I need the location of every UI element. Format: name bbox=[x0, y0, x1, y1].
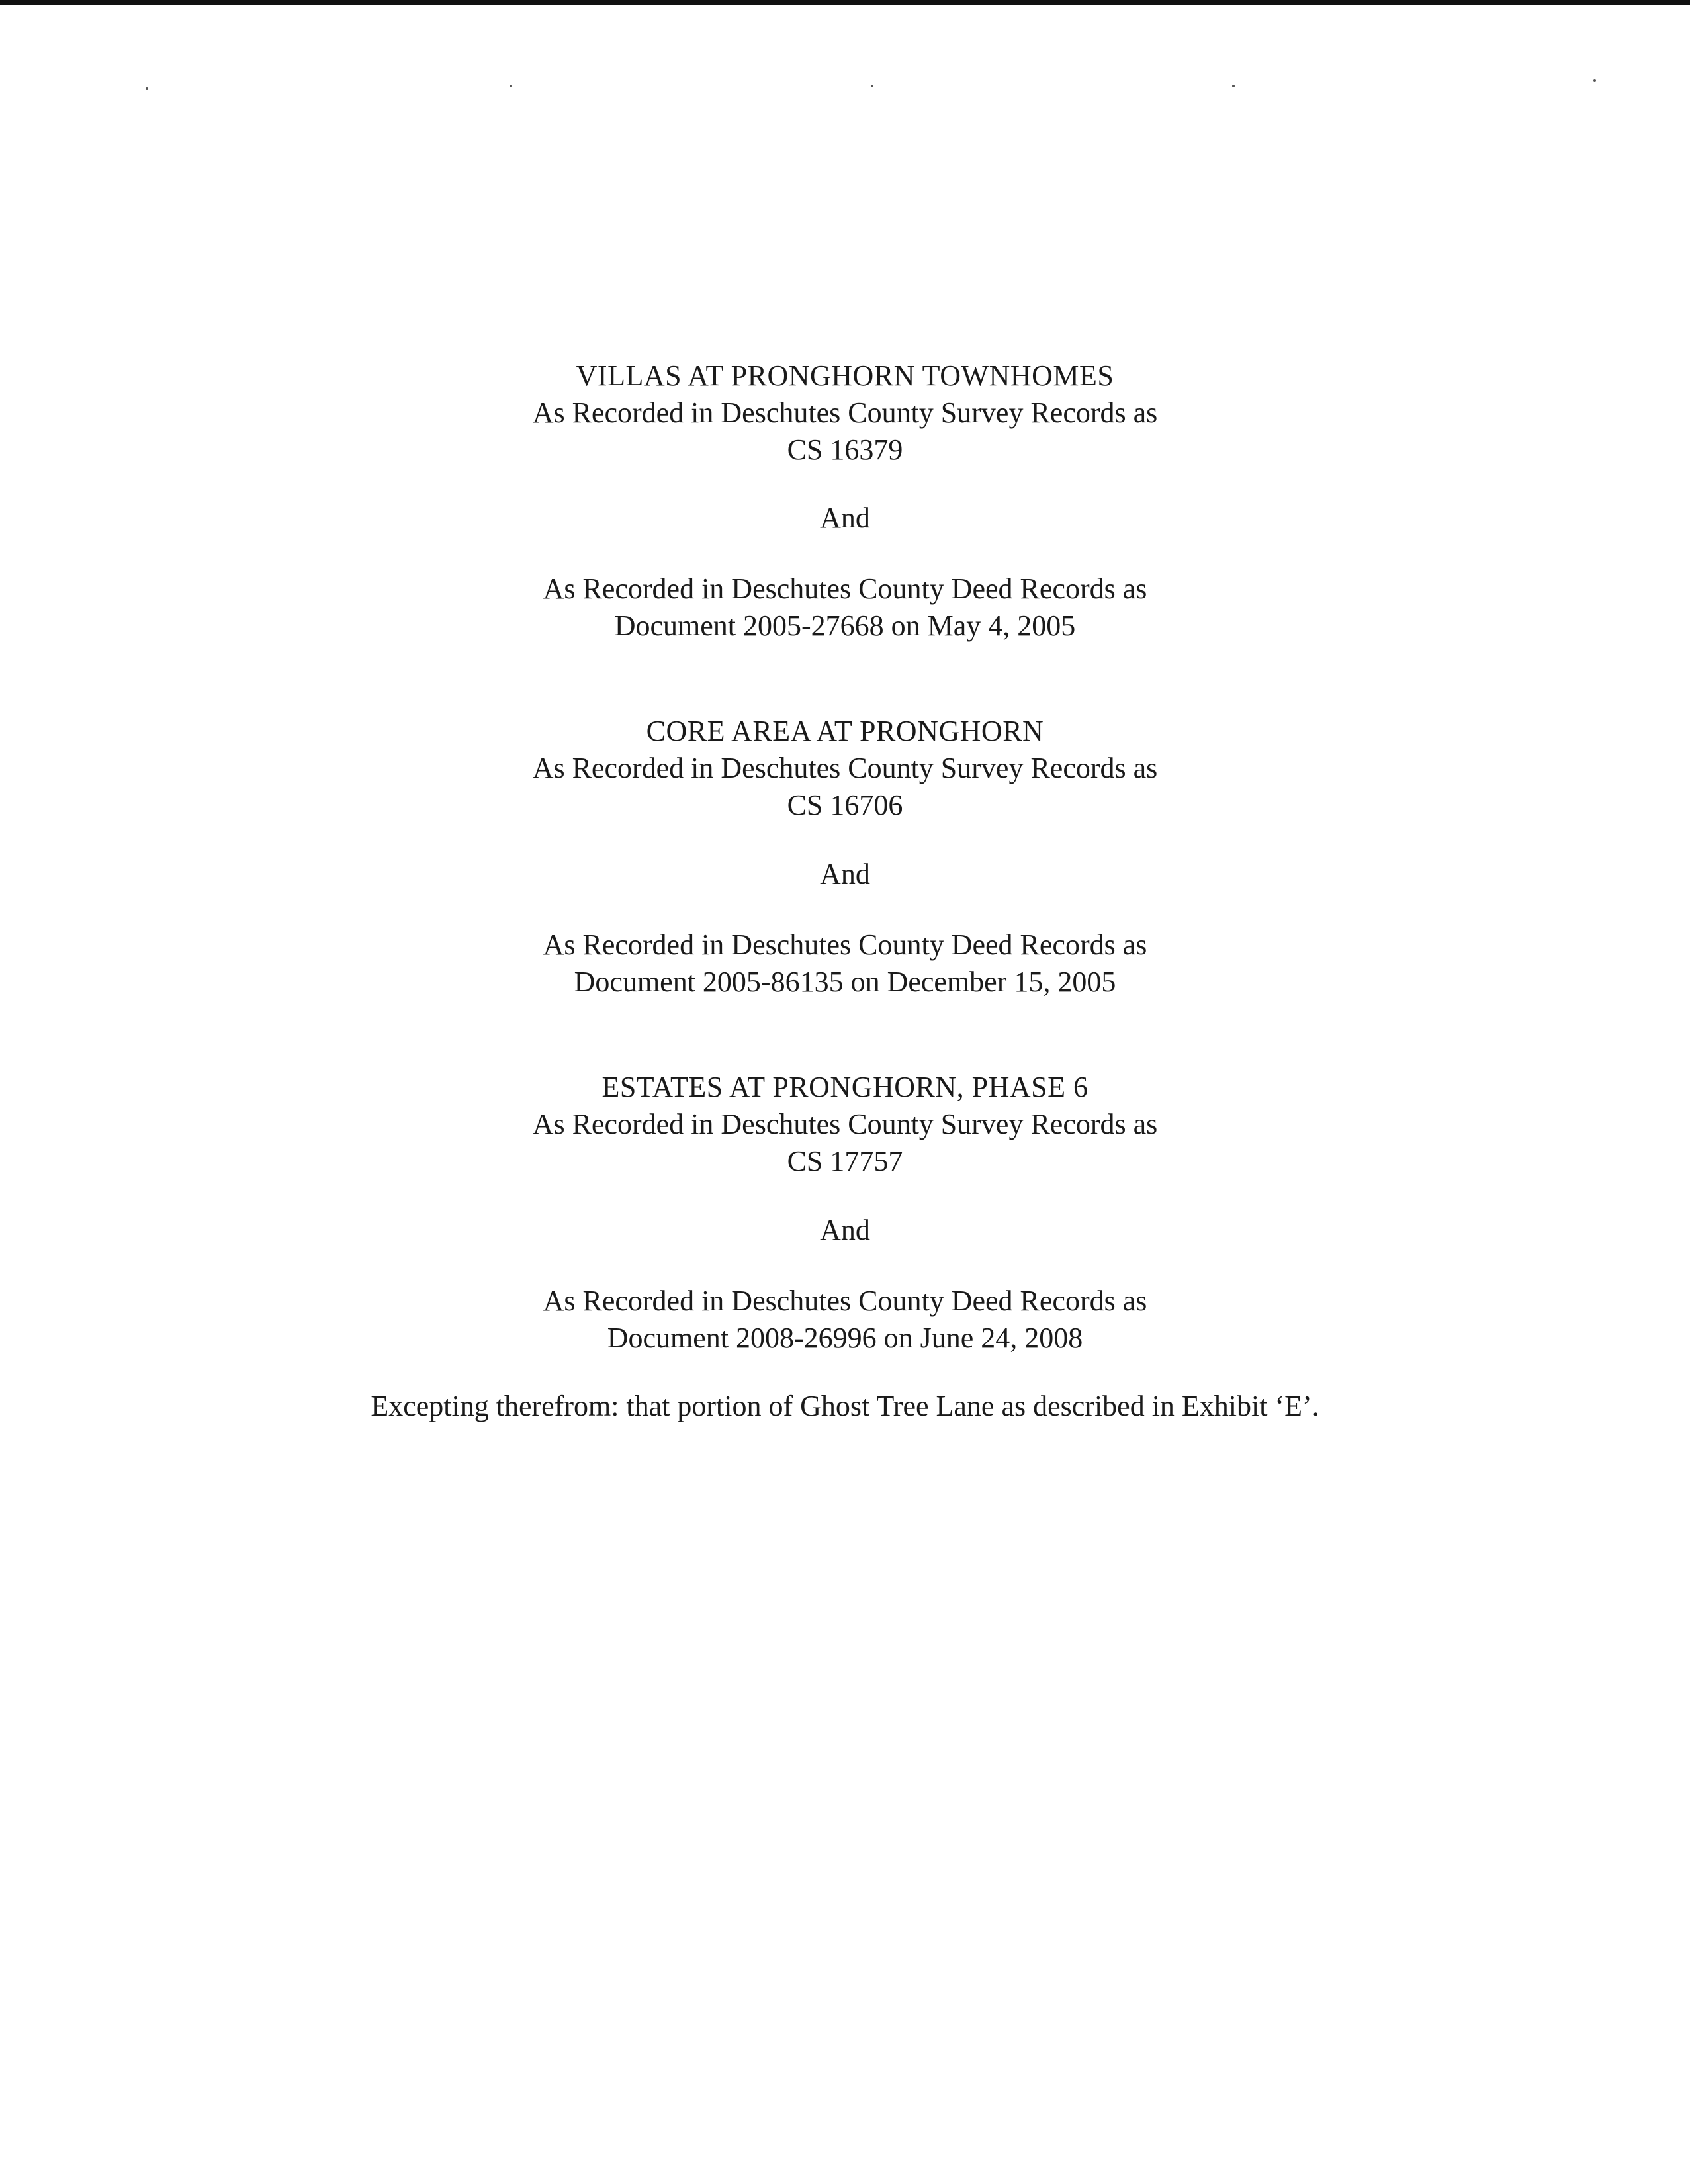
exception-note-block bbox=[0, 1388, 1690, 1425]
villas-deed-recorded-line: As Recorded in Deschutes County Deed Records as bbox=[543, 572, 1147, 605]
villas-survey-record-number: CS 16379 bbox=[787, 433, 903, 466]
estates-title: ESTATES AT PRONGHORN, PHASE 6 bbox=[601, 1071, 1089, 1103]
estates-survey-block bbox=[0, 1069, 1690, 1180]
estates-and-text: And bbox=[820, 1214, 870, 1246]
villas-survey-recorded-line: As Recorded in Deschutes County Survey Records as bbox=[532, 396, 1158, 429]
scan-top-edge bbox=[0, 0, 1690, 5]
estates-deed-recorded-line: As Recorded in Deschutes County Deed Records as bbox=[543, 1285, 1147, 1317]
estates-survey-record-number: CS 17757 bbox=[787, 1145, 903, 1177]
core-area-survey-record-number: CS 16706 bbox=[787, 789, 903, 821]
core-area-deed-block bbox=[0, 927, 1690, 1001]
villas-title: VILLAS AT PRONGHORN TOWNHOMES bbox=[576, 359, 1114, 392]
scan-speck bbox=[1593, 79, 1596, 82]
core-area-deed-recorded-line: As Recorded in Deschutes County Deed Records as bbox=[543, 929, 1147, 961]
villas-deed-block bbox=[0, 570, 1690, 645]
scan-speck bbox=[871, 85, 873, 87]
core-area-title: CORE AREA AT PRONGHORN bbox=[646, 715, 1044, 747]
core-area-survey-block bbox=[0, 713, 1690, 824]
core-area-and-text: And bbox=[820, 858, 870, 890]
core-area-survey-recorded-line: As Recorded in Deschutes County Survey Records as bbox=[532, 752, 1158, 784]
villas-deed-document-line: Document 2005-27668 on May 4, 2005 bbox=[614, 610, 1076, 642]
villas-and-text: And bbox=[820, 502, 870, 534]
estates-deed-block bbox=[0, 1283, 1690, 1357]
core-area-deed-document-line: Document 2005-86135 on December 15, 2005 bbox=[574, 966, 1116, 998]
villas-connector bbox=[0, 500, 1690, 537]
scan-speck bbox=[1232, 85, 1235, 87]
estates-deed-document-line: Document 2008-26996 on June 24, 2008 bbox=[607, 1322, 1083, 1354]
estates-survey-recorded-line: As Recorded in Deschutes County Survey Records as bbox=[532, 1108, 1158, 1140]
scan-speck bbox=[510, 85, 512, 87]
scan-speck bbox=[146, 87, 148, 90]
core-area-connector bbox=[0, 856, 1690, 893]
exception-note: Excepting therefrom: that portion of Ghost Tree Lane as described in Exhibit ‘E’. bbox=[371, 1390, 1319, 1422]
villas-survey-block bbox=[0, 357, 1690, 469]
estates-connector bbox=[0, 1212, 1690, 1249]
